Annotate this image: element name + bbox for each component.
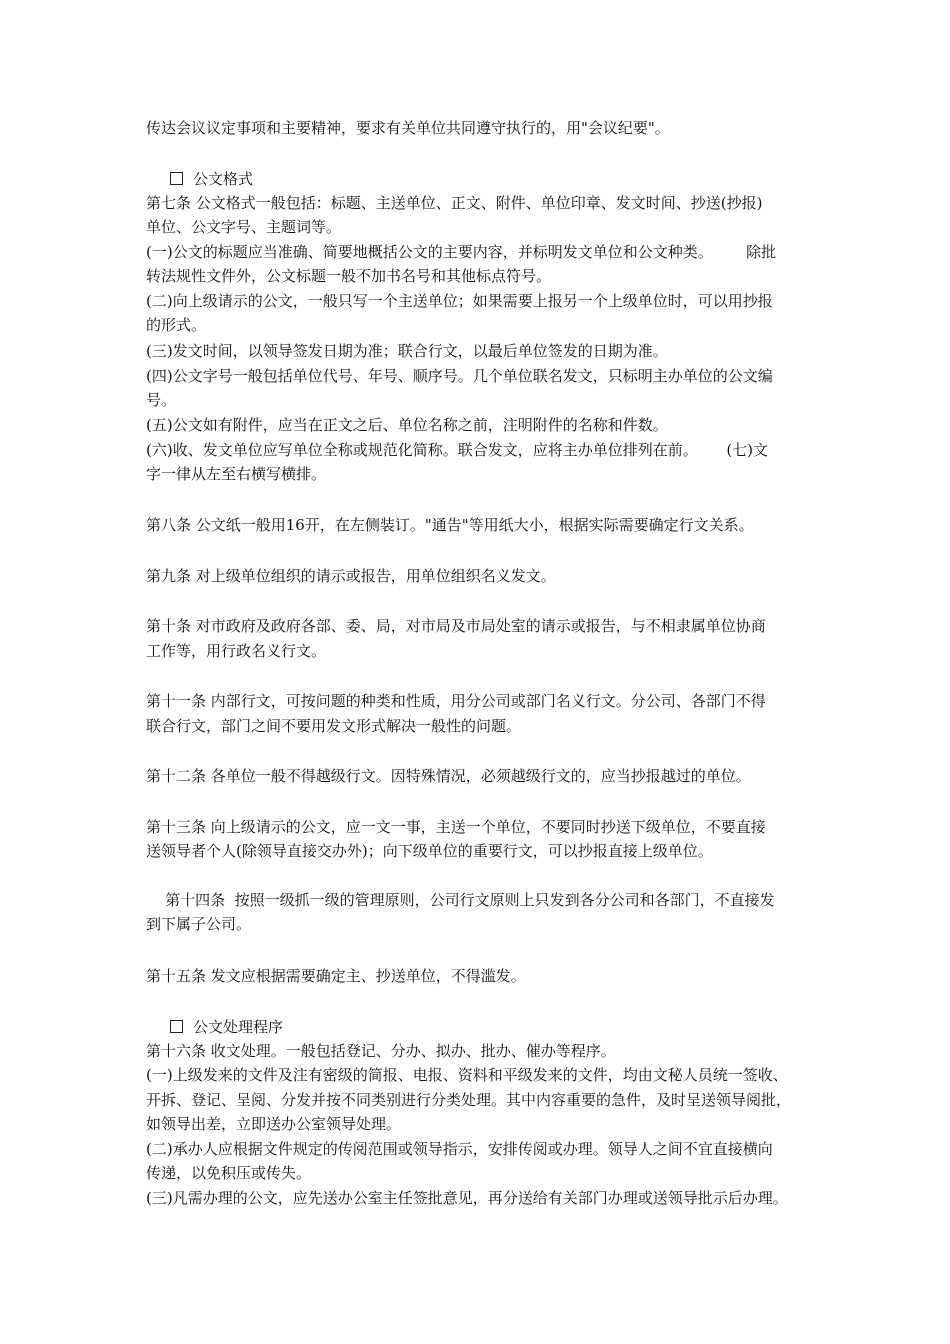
- checkbox-icon: [170, 1020, 183, 1033]
- article-13: 第十三条 向上级请示的公文，应一文一事，主送一个单位，不要同时抄送下级单位，不要直接: [146, 818, 766, 836]
- text-line: 第七条 公文格式一般包括：标题、主送单位、正文、附件、单位印章、发文时间、抄送(抄报): [146, 194, 763, 212]
- text-line: (六)收、发文单位应写单位全称或规范化简称。联合发文，应将主办单位排列在前。 (七)文: [146, 441, 769, 459]
- text-line: (二)承办人应根据文件规定的传阅范围或领导指示，安排传阅或办理。领导人之间不宜直接横向: [146, 1140, 773, 1158]
- text-line: (三)发文时间，以领导签发日期为准；联合行文，以最后单位签发的日期为准。: [146, 342, 668, 360]
- text-line: 转法规性文件外，公文标题一般不加书名号和其他标点符号。: [146, 267, 552, 285]
- text-line: 联合行文，部门之间不要用发文形式解决一般性的问题。: [146, 717, 522, 735]
- section-heading-format: 公文格式: [146, 167, 834, 191]
- article-12: 第十二条 各单位一般不得越级行文。因特殊情况，必须越级行文的，应当抄报越过的单位。: [146, 767, 751, 785]
- article-9: 第九条 对上级单位组织的请示或报告，用单位组织名义发文。: [146, 567, 556, 585]
- article-11: 第十一条 内部行文，可按问题的种类和性质，用分公司或部门名义行文。分公司、各部门不得: [146, 692, 766, 710]
- section-heading-procedure: 公文处理程序: [146, 1015, 834, 1039]
- text-line: 如领导出差，立即送办公室领导处理。: [146, 1115, 402, 1133]
- text-line: 到下属子公司。: [146, 915, 252, 933]
- text-line: 号。: [146, 391, 177, 409]
- text-line: 传递，以免积压或传失。: [146, 1164, 312, 1182]
- text-line: (三)凡需办理的公文，应先送办公室主任签批意见，再分送给有关部门办理或送领导批示后办理。: [146, 1189, 788, 1207]
- article-15: 第十五条 发文应根据需要确定主、抄送单位，不得滥发。: [146, 967, 526, 985]
- text-line: 字一律从左至右横写横排。: [146, 465, 327, 483]
- text-line: (五)公文如有附件，应当在正文之后、单位名称之前，注明附件的名称和件数。: [146, 416, 668, 434]
- article-8: 第八条 公文纸一般用16开，在左侧装订。"通告"等用纸大小，根据实际需要确定行文关系。: [146, 516, 754, 534]
- text-line: (一)公文的标题应当准确、简要地概括公文的主要内容，并标明发文单位和公文种类。 除批: [146, 243, 777, 261]
- article-10: 第十条 对市政府及政府各部、委、局，对市局及市局处室的请示或报告，与不相隶属单位协商: [146, 617, 766, 635]
- text-line: 单位、公文字号、主题词等。: [146, 218, 342, 236]
- text-line: (一)上级发来的文件及注有密级的简报、电报、资料和平级发来的文件，均由文秘人员统一签收、: [146, 1066, 788, 1084]
- text-line: (二)向上级请示的公文，一般只写一个主送单位；如果需要上报另一个上级单位时，可以用抄报: [146, 292, 773, 310]
- text-line: 工作等，用行政名义行文。: [146, 642, 327, 660]
- article-14: 第十四条 按照一级抓一级的管理原则，公司行文原则上只发到各分公司和各部门，不直接发: [146, 891, 775, 909]
- text-line: 开拆、登记、呈阅、分发并按不同类别进行分类处理。其中内容重要的急件，及时呈送领导阅批，: [146, 1091, 792, 1109]
- article-16: 第十六条 收文处理。一般包括登记、分办、拟办、批办、催办等程序。: [146, 1042, 616, 1060]
- checkbox-icon: [170, 172, 183, 185]
- text-line: 的形式。: [146, 316, 207, 334]
- text-line: (四)公文字号一般包括单位代号、年号、顺序号。几个单位联名发文，只标明主办单位的公文编: [146, 367, 773, 385]
- text-line: 传达会议议定事项和主要精神，要求有关单位共同遵守执行的，用"会议纪要"。: [146, 119, 670, 137]
- text-line: 送领导者个人(除领导直接交办外)；向下级单位的重要行文，可以抄报直接上级单位。: [146, 842, 713, 860]
